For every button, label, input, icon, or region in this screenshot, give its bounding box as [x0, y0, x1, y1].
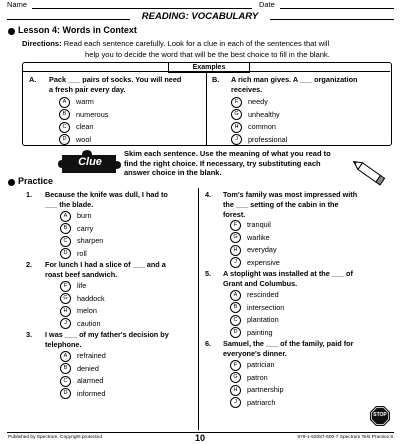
question-text-line: Samuel, the ___ of the family, paid for: [223, 339, 354, 348]
answer-bubble[interactable]: J: [231, 134, 242, 145]
answer-bubble[interactable]: F: [231, 97, 242, 108]
option-label: intersection: [247, 302, 285, 312]
question-2-options: [60, 280, 105, 330]
question-option[interactable]: [60, 293, 105, 306]
option-label: numerous: [76, 109, 109, 119]
example-b-option[interactable]: [231, 121, 287, 134]
answer-bubble[interactable]: H: [60, 306, 71, 317]
answer-bubble[interactable]: H: [230, 245, 241, 256]
footer-isbn: 978-1-62057-600-7 Spectrum Test Practice 8: [297, 435, 393, 440]
clue-text-line2: find the right choice. If necessary, try substituting each: [124, 158, 321, 168]
clue-text: [124, 149, 331, 178]
answer-bubble[interactable]: B: [59, 109, 70, 120]
date-label: Date: [259, 0, 275, 9]
question-3-options: [60, 350, 106, 400]
option-label: denied: [77, 363, 99, 373]
question-option[interactable]: [230, 397, 284, 410]
question-text-line: forest.: [223, 210, 246, 219]
question-text-line: Because the knife was dull, I had to: [45, 190, 168, 199]
directions-text-line1: Read each sentence carefully. Look for a clue in each of the sentences that will: [63, 39, 330, 48]
option-label: carry: [77, 223, 94, 233]
clue-text-line1: Skim each sentence. Use the meaning of what you read to: [124, 149, 331, 158]
question-option[interactable]: [60, 318, 105, 331]
option-label: caution: [77, 318, 101, 328]
name-line[interactable]: [32, 8, 252, 9]
answer-bubble[interactable]: G: [60, 293, 71, 304]
answer-bubble[interactable]: H: [231, 122, 242, 133]
pencil-icon: [352, 158, 388, 188]
stop-sign: [370, 406, 390, 426]
directions-label: Directions:: [22, 39, 62, 48]
question-2-text: [45, 260, 166, 280]
answer-bubble[interactable]: B: [60, 223, 71, 234]
answer-bubble[interactable]: C: [59, 122, 70, 133]
answer-bubble[interactable]: H: [230, 385, 241, 396]
answer-bubble[interactable]: A: [60, 211, 71, 222]
examples-label: Examples: [168, 62, 250, 73]
question-option[interactable]: [230, 232, 280, 245]
option-label: burn: [77, 211, 92, 220]
option-label: patrician: [247, 360, 275, 369]
title-rule-left: [7, 19, 130, 20]
option-label: painting: [247, 327, 273, 337]
option-label: patriarch: [247, 397, 276, 407]
examples-box: [22, 62, 392, 146]
answer-bubble[interactable]: A: [230, 290, 241, 301]
answer-bubble[interactable]: C: [60, 236, 71, 247]
example-b-option[interactable]: [231, 134, 287, 147]
question-5-options: [230, 289, 284, 339]
answer-bubble[interactable]: G: [230, 232, 241, 243]
answer-bubble[interactable]: B: [230, 302, 241, 313]
clue-word: Clue: [78, 156, 102, 168]
option-label: tranquil: [247, 220, 271, 229]
question-text-line: Grant and Columbus.: [223, 279, 298, 288]
question-option[interactable]: [60, 248, 103, 261]
question-option[interactable]: [60, 375, 106, 388]
page-number: 10: [194, 433, 205, 443]
example-a-option[interactable]: [59, 134, 108, 147]
option-label: clean: [76, 122, 94, 132]
answer-bubble[interactable]: C: [230, 315, 241, 326]
option-label: informed: [77, 388, 106, 398]
question-option[interactable]: [60, 280, 105, 293]
option-label: partnership: [247, 385, 284, 395]
option-label: expensive: [247, 257, 280, 267]
question-4-options: [230, 219, 280, 269]
example-a-text-line1: Pack ___ pairs of socks. You will need: [49, 75, 182, 84]
question-5-text: [223, 269, 353, 289]
question-6-options: [230, 359, 284, 409]
option-label: warlike: [247, 232, 270, 242]
question-text-line: roast beef sandwich.: [45, 270, 118, 279]
question-text-line: ___ the blade.: [45, 200, 94, 209]
example-b-text-line2: receives.: [231, 85, 263, 94]
question-option[interactable]: [60, 305, 105, 318]
option-label: patron: [247, 372, 268, 382]
option-label: everyday: [247, 245, 277, 255]
example-a-option[interactable]: [59, 96, 108, 109]
question-text-line: the ___ setting of the cabin in the: [223, 200, 339, 209]
section-title: READING: VOCABULARY: [141, 11, 259, 22]
practice-heading: Practice: [18, 176, 54, 186]
question-option[interactable]: [230, 257, 280, 270]
option-label: professional: [248, 134, 288, 144]
option-label: roll: [77, 248, 87, 258]
question-option[interactable]: [230, 384, 284, 397]
title-rule-right: [270, 19, 394, 20]
answer-bubble[interactable]: B: [60, 363, 71, 374]
clue-logo: [58, 149, 122, 175]
question-5-number: 5.: [205, 269, 212, 278]
example-a-letter: A.: [29, 75, 37, 84]
option-label: plantation: [247, 315, 279, 325]
option-label: refrained: [77, 351, 106, 360]
practice-bullet: [8, 179, 15, 186]
question-text-line: A stoplight was installed at the ___ of: [223, 269, 353, 278]
column-divider: [198, 188, 199, 430]
question-option[interactable]: [230, 219, 280, 232]
option-label: haddock: [77, 293, 105, 303]
example-a-options: [59, 96, 108, 146]
option-label: needy: [248, 97, 268, 106]
question-option[interactable]: [60, 223, 103, 236]
option-label: alarmed: [77, 376, 104, 386]
example-b-letter: B.: [212, 75, 220, 84]
answer-bubble[interactable]: D: [60, 388, 71, 399]
footer-copyright: Published by Spectrum. Copyright protected.: [8, 435, 104, 440]
question-text-line: Tom's family was most impressed with: [223, 190, 358, 199]
option-label: life: [77, 281, 87, 290]
answer-bubble[interactable]: G: [231, 109, 242, 120]
question-option[interactable]: [230, 289, 284, 302]
question-option[interactable]: [60, 388, 106, 401]
example-b-options: [231, 96, 287, 146]
question-option[interactable]: [230, 327, 284, 340]
answer-bubble[interactable]: J: [230, 257, 241, 268]
question-3-text: [45, 330, 169, 350]
question-option[interactable]: [230, 372, 284, 385]
answer-bubble[interactable]: D: [230, 327, 241, 338]
example-b-option[interactable]: [231, 96, 287, 109]
answer-bubble[interactable]: A: [60, 351, 71, 362]
date-line[interactable]: [280, 8, 394, 9]
question-4-number: 4.: [205, 190, 212, 199]
answer-bubble[interactable]: C: [60, 376, 71, 387]
question-4-text: [223, 190, 357, 220]
examples-divider: [206, 71, 207, 145]
directions-text-line2: help you to decide the word that will be the best choice to fill in the blank.: [85, 50, 330, 59]
answer-bubble[interactable]: D: [59, 134, 70, 145]
example-b-option[interactable]: [231, 109, 287, 122]
question-1-number: 1.: [26, 190, 33, 199]
answer-bubble[interactable]: F: [60, 281, 71, 292]
answer-bubble[interactable]: D: [60, 248, 71, 259]
answer-bubble[interactable]: G: [230, 372, 241, 383]
question-text-line: For lunch I had a slice of ___ and a: [45, 260, 166, 269]
question-option[interactable]: [230, 314, 284, 327]
clue-text-line3: answer choice in the blank.: [124, 168, 222, 177]
question-3-number: 3.: [26, 330, 33, 339]
name-label: Name: [7, 0, 28, 9]
example-a-option[interactable]: [59, 121, 108, 134]
example-a-option[interactable]: [59, 109, 108, 122]
question-option[interactable]: [60, 235, 103, 248]
question-text-line: I was ___ of my father's decision by: [45, 330, 169, 339]
question-text-line: everyone's dinner.: [223, 349, 287, 358]
answer-bubble[interactable]: F: [230, 360, 241, 371]
stop-label: STOP: [373, 412, 387, 418]
question-1-options: [60, 210, 103, 260]
question-6-number: 6.: [205, 339, 212, 348]
option-label: unhealthy: [248, 109, 280, 119]
option-label: melon: [77, 306, 97, 316]
option-label: warm: [76, 97, 94, 106]
example-a-text-line2: a fresh pair every day.: [49, 85, 126, 94]
question-option[interactable]: [60, 350, 106, 363]
question-1-text: [45, 190, 168, 210]
lesson-heading: Lesson 4: Words in Context: [18, 25, 137, 35]
question-option[interactable]: [60, 210, 103, 223]
option-label: rescinded: [247, 290, 279, 299]
answer-bubble[interactable]: A: [59, 97, 70, 108]
example-b-text-line1: A rich man gives. A ___ organization: [231, 75, 358, 84]
answer-bubble[interactable]: J: [230, 397, 241, 408]
lesson-bullet: [8, 28, 15, 35]
question-option[interactable]: [230, 302, 284, 315]
question-2-number: 2.: [26, 260, 33, 269]
option-label: wool: [76, 134, 92, 144]
question-option[interactable]: [230, 359, 284, 372]
question-option[interactable]: [230, 244, 280, 257]
answer-bubble[interactable]: J: [60, 318, 71, 329]
question-6-text: [223, 339, 353, 359]
question-option[interactable]: [60, 363, 106, 376]
option-label: sharpen: [77, 236, 104, 246]
question-text-line: telephone.: [45, 340, 82, 349]
option-label: common: [248, 122, 276, 132]
answer-bubble[interactable]: F: [230, 220, 241, 231]
